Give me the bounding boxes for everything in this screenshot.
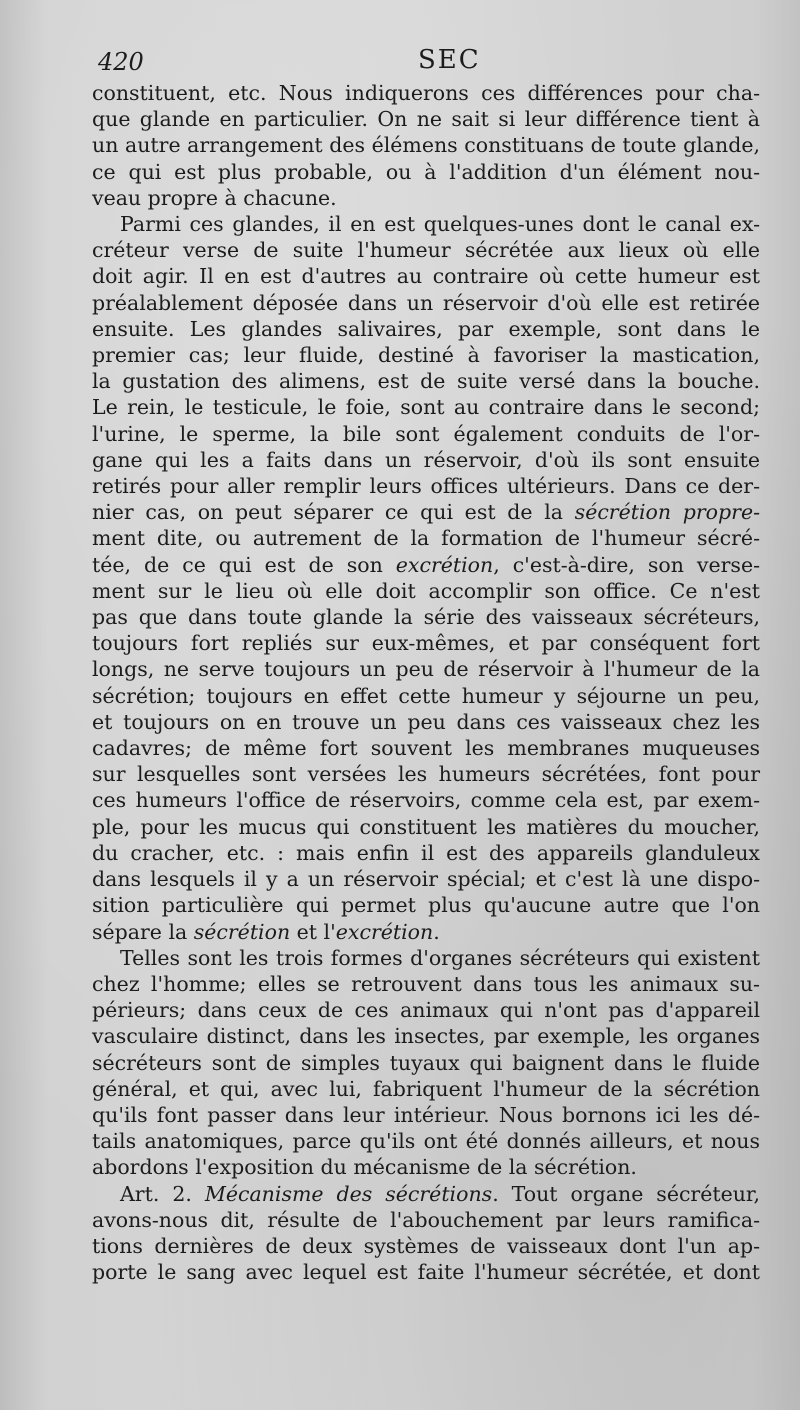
text-line: tails anatomiques, parce qu'ils ont été donnés ailleurs, et nous: [92, 1129, 760, 1154]
text-line: premier cas; leur fluide, destiné à favoriser la mastication,: [92, 343, 760, 368]
text-line: chez l'homme; elles se retrouvent dans tous les animaux su-: [92, 971, 760, 996]
running-head: [92, 40, 760, 80]
text-line: créteur verse de suite l'humeur sécrétée aux lieux où elle: [92, 238, 760, 263]
text-line: gane qui les a faits dans un réservoir, d'où ils sont ensuite: [92, 447, 760, 472]
text-run: Art. 2.: [120, 1181, 205, 1206]
text-line: du cracher, etc. : mais enfin il est des appareils glanduleux: [92, 840, 760, 865]
text-line: avons-nous dit, résulte de l'abouchement par leurs ramifica-: [92, 1207, 760, 1232]
italic-term: excrétion: [395, 552, 494, 577]
text-line: pas que dans toute glande la série des vaisseaux sécréteurs,: [92, 605, 760, 630]
text-line: [92, 552, 760, 578]
text-line: ple, pour les mucus qui constituent les matières du moucher,: [92, 814, 760, 839]
paragraph-1: [92, 80, 760, 211]
text-line: ment sur le lieu où elle doit accomplir son office. Ce n'est: [92, 578, 760, 603]
text-line: [92, 919, 760, 945]
text-line: général, et qui, avec lui, fabriquent l'humeur de la sécrétion: [92, 1076, 760, 1101]
text-line: Parmi ces glandes, il en est quelques-unes dont le canal ex-: [120, 212, 760, 237]
text-run: . Tout organe sécréteur,: [492, 1181, 760, 1206]
text-line: un autre arrangement des élémens constituans de toute glande,: [92, 133, 760, 158]
text-line: ces humeurs l'office de réservoirs, comme cela est, par exem-: [92, 788, 760, 813]
text-line: porte le sang avec lequel est faite l'humeur sécrétée, et dont: [92, 1260, 760, 1285]
text-line: sur lesquelles sont versées les humeurs sécrétées, font pour: [92, 762, 760, 787]
text-run: , c'est-à-dire, son verse-: [493, 552, 761, 577]
text-line: sécrétion; toujours en effet cette humeur y séjourne un peu,: [92, 683, 760, 708]
text-line: [92, 1181, 760, 1207]
running-title: SEC: [418, 45, 481, 75]
text-line: sition particulière qui permet plus qu'aucune autre que l'on: [92, 893, 760, 918]
text-run: tée, de ce qui est de son: [92, 552, 396, 577]
text-line: ensuite. Les glandes salivaires, par exemple, sont dans le: [92, 316, 760, 341]
text-line: que glande en particulier. On ne sait si leur différence tient à: [92, 107, 760, 132]
body-text: [92, 80, 760, 1285]
text-line: Le rein, le testicule, le foie, sont au contraire dans le second;: [92, 395, 760, 420]
paragraph-3: [92, 945, 760, 1181]
text-run: sépare la: [92, 919, 194, 944]
text-line: ment dite, ou autrement de la formation de l'humeur sécré-: [92, 526, 760, 551]
text-line: l'urine, le sperme, la bile sont également conduits de l'or-: [92, 421, 760, 446]
text-line: ce qui est plus probable, ou à l'addition d'un élément nou-: [92, 159, 760, 184]
text-line: veau propre à chacune.: [92, 185, 337, 210]
text-line: la gustation des alimens, est de suite versé dans la bouche.: [92, 369, 760, 394]
text-line: qu'ils font passer dans leur intérieur. Nous bornons ici les dé-: [92, 1102, 760, 1127]
text-line: cadavres; de même fort souvent les membranes muqueuses: [92, 736, 760, 761]
text-line: retirés pour aller remplir leurs offices ultérieurs. Dans ce der-: [92, 474, 760, 499]
text-run: .: [433, 919, 440, 944]
text-line: vasculaire distinct, dans les insectes, par exemple, les organes: [92, 1024, 760, 1049]
text-line: toujours fort repliés sur eux-mêmes, et par conséquent fort: [92, 631, 760, 656]
text-line: doit agir. Il en est d'autres au contraire où cette humeur est: [92, 264, 760, 289]
text-line: sécréteurs sont de simples tuyaux qui baignent dans le fluide: [92, 1050, 760, 1075]
text-line: abordons l'exposition du mécanisme de la sécrétion.: [92, 1155, 637, 1180]
text-line: et toujours on en trouve un peu dans ces vaisseaux chez les: [92, 709, 760, 734]
text-line: tions dernières de deux systèmes de vaisseaux dont l'un ap-: [92, 1233, 760, 1258]
text-line: dans lesquels il y a un réservoir spécial; et c'est là une dispo-: [92, 867, 760, 892]
text-line: Telles sont les trois formes d'organes sécréteurs qui existent: [120, 945, 760, 970]
text-line: préalablement déposée dans un réservoir d'où elle est retirée: [92, 290, 760, 315]
text-run: nier cas, on peut séparer ce qui est de la: [92, 500, 575, 525]
text-line: périeurs; dans ceux de ces animaux qui n'ont pas d'appareil: [92, 998, 760, 1023]
italic-term: sécrétion propre-: [574, 500, 761, 525]
paragraph-4: [92, 1181, 760, 1286]
italic-term: sécrétion: [193, 919, 291, 944]
text-run: et l': [290, 919, 336, 944]
italic-term: excrétion: [335, 919, 434, 944]
text-line: [92, 499, 760, 525]
section-heading: Mécanisme des sécrétions: [204, 1181, 493, 1206]
paragraph-2: [92, 211, 760, 945]
text-line: constituent, etc. Nous indiquerons ces différences pour cha-: [92, 81, 760, 105]
page-number: 420: [98, 48, 144, 76]
text-line: longs, ne serve toujours un peu de réservoir à l'humeur de la: [92, 657, 760, 682]
